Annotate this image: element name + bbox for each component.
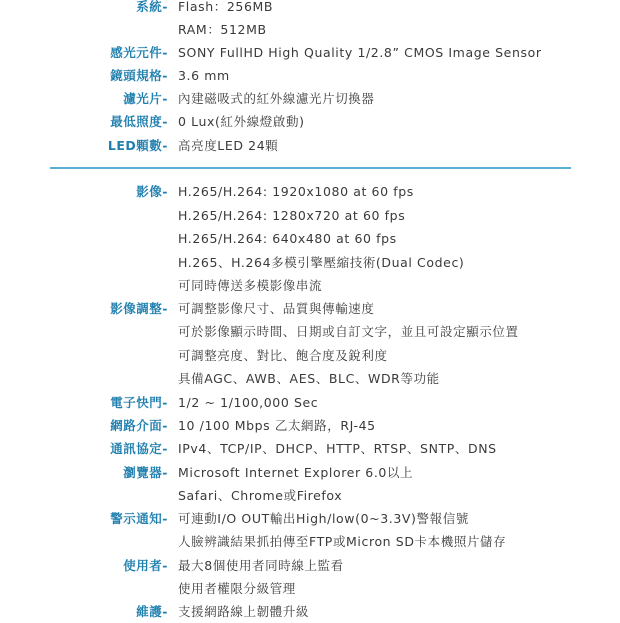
spec-value: H.265/H.264: 1920x1080 at 60 fps — [178, 184, 414, 199]
spec-row-user-permissions — [0, 577, 620, 600]
spec-label: 通訊協定- — [110, 441, 168, 456]
spec-value: H.265/H.264: 1280x720 at 60 fps — [178, 208, 406, 223]
spec-row-system — [0, 0, 620, 18]
spec-row-video-720 — [0, 204, 620, 227]
spec-row-multi-stream — [0, 274, 620, 297]
spec-row-shutter — [0, 391, 620, 414]
spec-label: 警示通知- — [110, 511, 168, 526]
spec-row-min-illumination — [0, 110, 620, 133]
spec-label: 使用者- — [123, 558, 168, 573]
spec-value: H.265/H.264: 640x480 at 60 fps — [178, 231, 397, 246]
spec-row-video-480 — [0, 227, 620, 250]
spec-row-led-count — [0, 134, 620, 157]
spec-label: LED顆數- — [107, 138, 168, 153]
section-divider — [50, 167, 571, 169]
spec-value: 可調整影像尺寸、品質與傳輸速度 — [178, 301, 375, 316]
spec-value: H.265、H.264多模引擎壓縮技術(Dual Codec) — [178, 255, 465, 270]
spec-value: SONY FullHD High Quality 1/2.8” CMOS Image Sensor — [178, 45, 542, 60]
spec-row-system-ram — [0, 18, 620, 41]
spec-row-browser — [0, 461, 620, 484]
spec-value: 可調整亮度、對比、飽合度及銳利度 — [178, 348, 388, 363]
spec-label: 感光元件- — [110, 45, 168, 60]
spec-row-browser-alt — [0, 484, 620, 507]
spec-value: 支援網路線上韌體升級 — [178, 604, 310, 619]
spec-label: 濾光片- — [123, 91, 168, 106]
spec-label: 影像調整- — [110, 301, 168, 316]
spec-value: 10 /100 Mbps 乙太網路，RJ-45 — [178, 418, 376, 433]
spec-value: 1/2 ~ 1/100,000 Sec — [178, 395, 319, 410]
spec-label: 維護- — [136, 604, 168, 619]
spec-label: 電子快門- — [110, 395, 168, 410]
spec-row-video — [0, 180, 620, 203]
spec-label: 鏡頭規格- — [110, 68, 168, 83]
spec-row-alarm — [0, 507, 620, 530]
spec-value: 0 Lux(紅外線燈啟動) — [178, 114, 305, 129]
spec-row-sensor — [0, 41, 620, 64]
spec-value: 內建磁吸式的紅外線濾光片切換器 — [178, 91, 375, 106]
spec-row-agc — [0, 367, 620, 390]
spec-row-network — [0, 414, 620, 437]
spec-value: 可同時傳送多模影像串流 — [178, 278, 323, 293]
spec-row-users — [0, 554, 620, 577]
spec-value: IPv4、TCP/IP、DHCP、HTTP、RTSP、SNTP、DNS — [178, 441, 497, 456]
spec-value: Flash：256MB — [178, 0, 274, 14]
spec-row-dual-codec — [0, 251, 620, 274]
spec-row-filter — [0, 87, 620, 110]
spec-row-lens — [0, 64, 620, 87]
spec-row-overlay — [0, 320, 620, 343]
spec-value: 人臉辨識結果抓拍傳至FTP或Micron SD卡本機照片儲存 — [178, 534, 507, 549]
spec-label: 最低照度- — [110, 114, 168, 129]
spec-row-face-capture — [0, 530, 620, 553]
spec-value: 使用者權限分級管理 — [178, 581, 296, 596]
spec-value: 高亮度LED 24顆 — [178, 138, 279, 153]
spec-value: 可連動I/O OUT輸出High/low(0~3.3V)警報信號 — [178, 511, 469, 526]
spec-row-image-adjust — [0, 297, 620, 320]
spec-value: 可於影像顯示時間、日期或自訂文字，並且可設定顯示位置 — [178, 324, 519, 339]
spec-label: 系統- — [136, 0, 168, 14]
spec-row-brightness — [0, 344, 620, 367]
spec-value: Microsoft Internet Explorer 6.0以上 — [178, 465, 414, 480]
spec-label: 影像- — [136, 184, 168, 199]
spec-value: Safari、Chrome或Firefox — [178, 488, 343, 503]
spec-value: 3.6 mm — [178, 68, 230, 83]
spec-value: 最大8個使用者同時線上監看 — [178, 558, 344, 573]
spec-value: RAM：512MB — [178, 22, 267, 37]
spec-row-protocol — [0, 437, 620, 460]
spec-label: 瀏覽器- — [123, 465, 168, 480]
spec-value: 具備AGC、AWB、AES、BLC、WDR等功能 — [178, 371, 440, 386]
spec-label: 網路介面- — [110, 418, 168, 433]
